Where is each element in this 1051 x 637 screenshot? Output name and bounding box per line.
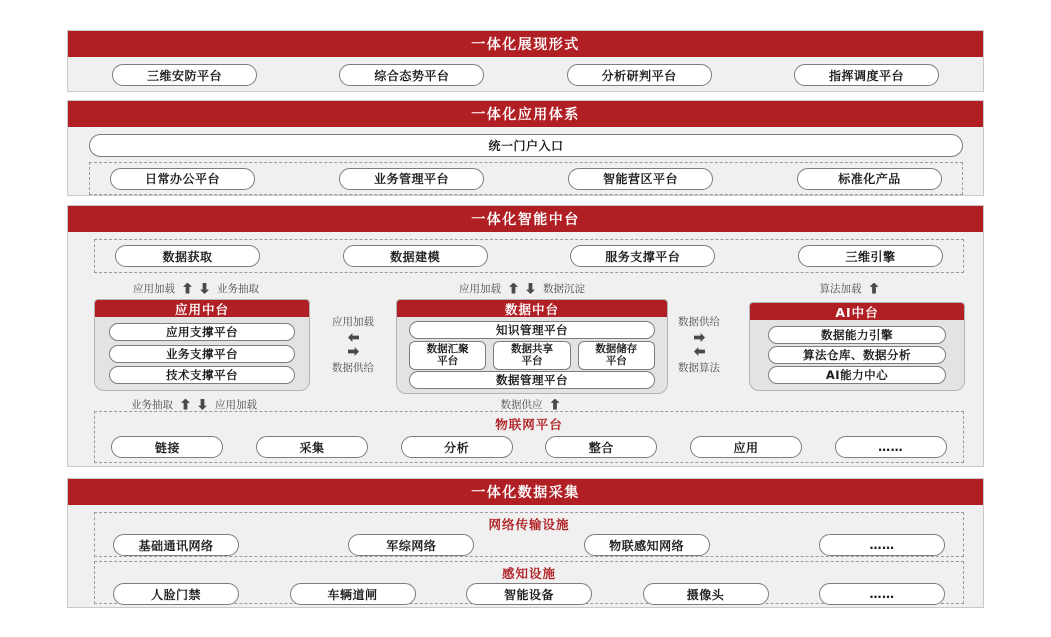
- flow-data-algorithm-label: 数据算法: [678, 361, 720, 374]
- cell-data-storage-platform: [578, 341, 655, 370]
- data-platform-cell-row: [409, 341, 655, 370]
- presentation-pill-row: [68, 57, 983, 93]
- flow-label-app-top: [96, 280, 296, 296]
- middle-top-pill-row: [94, 239, 964, 273]
- ai-middle-platform-body: [750, 320, 964, 390]
- arrow-down-icon: [198, 399, 207, 410]
- section-application: [67, 100, 984, 196]
- flow-app-load-label: 应用加载: [332, 315, 374, 328]
- iot-pill-row: [95, 436, 963, 458]
- pill-service-support-platform: 服务支撑平台: [570, 245, 715, 267]
- pill-more: ……: [835, 436, 947, 458]
- pill-algorithm-warehouse-data-analysis: 算法仓库、数据分析: [768, 346, 946, 364]
- cell-data-sharing-platform: [493, 341, 570, 370]
- pill-standardized-product: 标准化产品: [797, 168, 942, 190]
- arrow-up-icon: [870, 283, 879, 294]
- pill-basic-comm-network: 基础通讯网络: [113, 534, 239, 556]
- network-transmission-box: [94, 512, 964, 557]
- flow-label-data-bottom: [430, 396, 630, 412]
- section-data-collection: [67, 478, 984, 608]
- arrow-down-icon: [526, 283, 535, 294]
- flow-business-extract-label: 业务抽取: [131, 398, 173, 411]
- flow-data-supply-label: 数据供给: [678, 315, 720, 328]
- flow-label-data-top: [422, 280, 622, 296]
- pill-data-modeling: 数据建模: [343, 245, 488, 267]
- pill-3d-security-platform: 三维安防平台: [112, 64, 257, 86]
- app-middle-platform-title: 应用中台: [95, 300, 309, 317]
- sensing-facility-box: [94, 561, 964, 604]
- arrow-right-icon: [348, 347, 359, 356]
- iot-platform-box: [94, 411, 964, 463]
- network-transmission-title: 网络传输设施: [488, 517, 570, 532]
- pill-smart-camp-platform: 智能营区平台: [568, 168, 713, 190]
- cell-line2: 平台: [521, 355, 543, 367]
- data-middle-platform-title: 数据中台: [397, 300, 667, 317]
- flow-label-app-bottom: [94, 396, 294, 412]
- section-application-title: 一体化应用体系: [68, 101, 983, 127]
- pill-comprehensive-situation-platform: 综合态势平台: [339, 64, 484, 86]
- ai-middle-platform: [749, 302, 965, 391]
- pill-daily-office-platform: 日常办公平台: [110, 168, 255, 190]
- flow-data-provision-label: 数据供应: [500, 398, 543, 411]
- pill-smart-device: 智能设备: [466, 583, 592, 605]
- section-data-collection-title: 一体化数据采集: [68, 479, 983, 505]
- cell-line2: 平台: [605, 355, 627, 367]
- section-middle-platform: [67, 205, 984, 467]
- pill-business-management-platform: 业务管理平台: [339, 168, 484, 190]
- flow-data-supply-label: 数据供给: [332, 361, 374, 374]
- pill-data-management-platform: 数据管理平台: [409, 371, 655, 389]
- pill-more: ……: [819, 534, 945, 556]
- data-middle-platform-body: [397, 317, 667, 393]
- flow-business-extract-label: 业务抽取: [217, 282, 259, 295]
- data-middle-platform: [396, 299, 668, 394]
- arrow-right-icon: [694, 333, 705, 342]
- application-pill-row: [89, 162, 963, 195]
- arrow-up-icon: [181, 399, 190, 410]
- app-middle-platform: [94, 299, 310, 391]
- pill-military-integrated-network: 军综网络: [348, 534, 474, 556]
- pill-face-access-control: 人脸门禁: [113, 583, 239, 605]
- unified-portal-entry: 统一门户入口: [89, 134, 963, 157]
- pill-vehicle-gate: 车辆道闸: [290, 583, 416, 605]
- section-middle-platform-title: 一体化智能中台: [68, 206, 983, 232]
- arrow-left-icon: [694, 347, 705, 356]
- cell-line2: 平台: [437, 355, 459, 367]
- cell-data-aggregation-platform: [409, 341, 486, 370]
- pill-data-capability-engine: 数据能力引擎: [768, 326, 946, 344]
- pill-analysis-judgment-platform: 分析研判平台: [567, 64, 712, 86]
- pill-data-acquisition: 数据获取: [115, 245, 260, 267]
- arrow-down-icon: [200, 283, 209, 294]
- sensing-facility-title: 感知设施: [501, 566, 556, 581]
- pill-app-support-platform: 应用支撑平台: [109, 323, 295, 341]
- sensing-pill-row: [95, 583, 963, 605]
- ai-middle-platform-title: AI中台: [750, 303, 964, 320]
- pill-business-support-platform: 业务支撑平台: [109, 345, 295, 363]
- pill-more: ……: [819, 583, 945, 605]
- arrow-up-icon: [551, 399, 560, 410]
- pill-apply: 应用: [690, 436, 802, 458]
- cell-line1: 数据共享: [510, 342, 553, 355]
- flow-app-load-label: 应用加载: [215, 398, 257, 411]
- pill-knowledge-management-platform: 知识管理平台: [409, 321, 655, 339]
- section-presentation: [67, 30, 984, 92]
- flow-label-app-data: [303, 309, 403, 379]
- flow-algorithm-load-label: 算法加载: [819, 282, 862, 295]
- pill-ai-capability-center: AI能力中心: [768, 366, 946, 384]
- arrow-up-icon: [509, 283, 518, 294]
- pill-camera: 摄像头: [643, 583, 769, 605]
- iot-platform-title: 物联网平台: [495, 417, 563, 432]
- pill-collect: 采集: [256, 436, 368, 458]
- arrow-left-icon: [348, 333, 359, 342]
- section-presentation-title: 一体化展现形式: [68, 31, 983, 57]
- cell-line1: 数据汇聚: [426, 342, 469, 355]
- cell-line1: 数据储存: [595, 342, 638, 355]
- flow-label-data-ai: [649, 309, 749, 379]
- flow-app-load-label: 应用加载: [459, 282, 501, 295]
- flow-data-settle-label: 数据沉淀: [543, 282, 585, 295]
- pill-integrate: 整合: [545, 436, 657, 458]
- pill-analyze: 分析: [401, 436, 513, 458]
- app-middle-platform-body: [95, 317, 309, 390]
- flow-label-ai-top: [749, 280, 949, 296]
- flow-app-load-label: 应用加载: [133, 282, 175, 295]
- arrow-up-icon: [183, 283, 192, 294]
- network-pill-row: [95, 534, 963, 556]
- pill-iot-sensing-network: 物联感知网络: [584, 534, 710, 556]
- pill-command-dispatch-platform: 指挥调度平台: [794, 64, 939, 86]
- pill-3d-engine: 三维引擎: [798, 245, 943, 267]
- pill-tech-support-platform: 技术支撑平台: [109, 366, 295, 384]
- pill-link: 链接: [111, 436, 223, 458]
